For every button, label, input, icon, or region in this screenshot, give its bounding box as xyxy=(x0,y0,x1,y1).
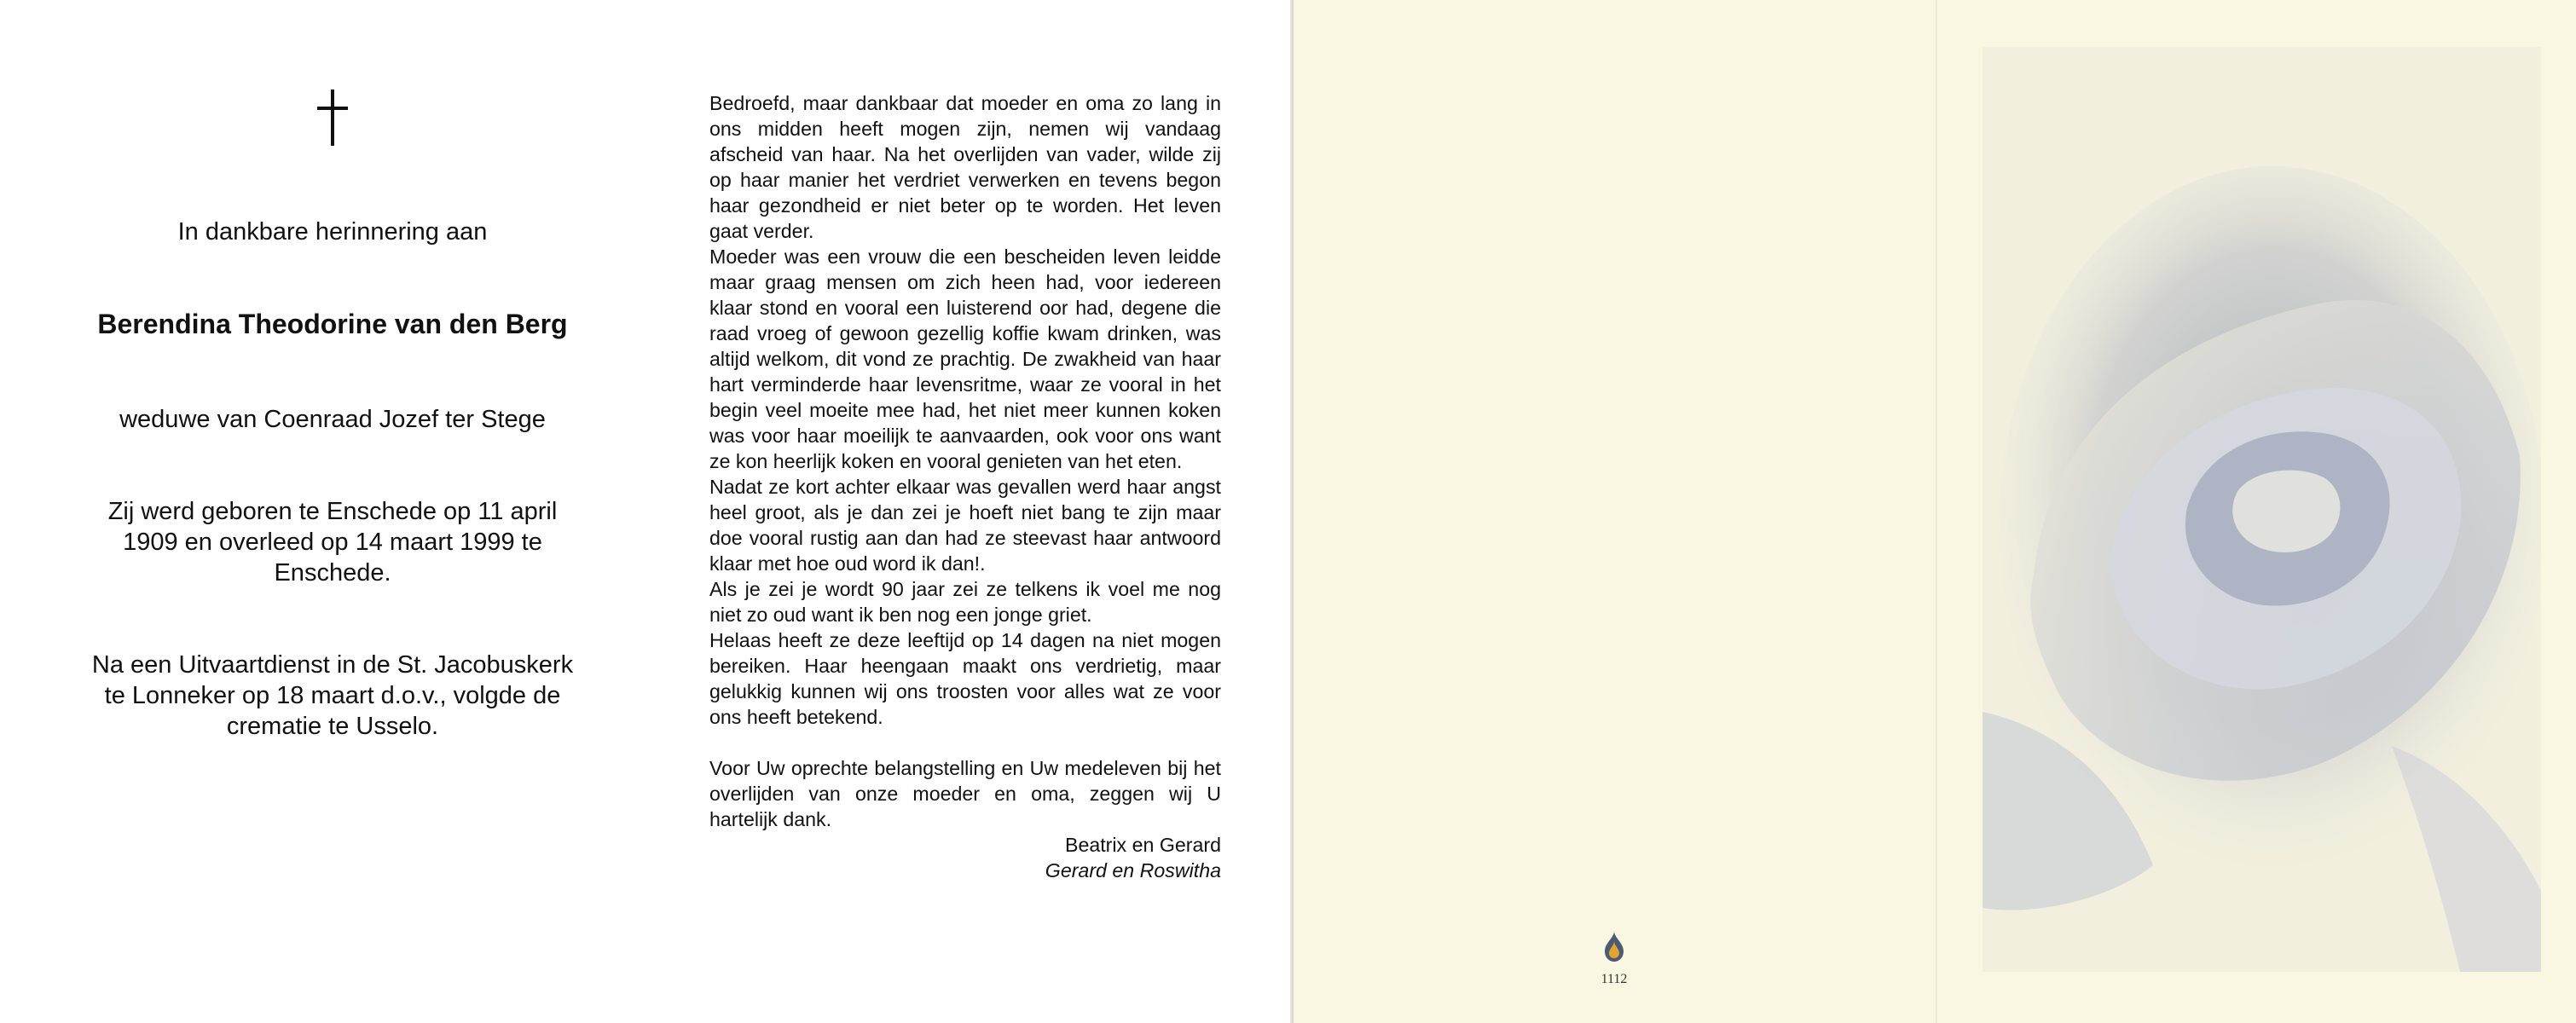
tribute-paragraph: Als je zei je wordt 90 jaar zei ze telkens ik voel me nog niet zo oud want ik ben nog een jonge griet. xyxy=(709,578,1221,626)
service-line: te Lonneker op 18 maart d.o.v., volgde de xyxy=(104,682,561,709)
tribute-paragraph: Nadat ze kort achter elkaar was gevallen werd haar angst heel groot, als je dan zei je hoeft niet bang te zijn maar doe vooral rustig aan dan had ze steevast haar antwoord klaar met hoe oud word ik dan!. xyxy=(709,476,1221,575)
widow-of-text: weduwe van Coenraad Jozef ter Stege xyxy=(119,406,546,433)
birth-death-line: 1909 en overleed op 14 maart 1999 te xyxy=(123,529,542,556)
card-code: 1112 xyxy=(1601,972,1628,986)
birth-death-line: Enschede. xyxy=(274,559,391,587)
signature-line: Gerard en Roswitha xyxy=(1045,859,1221,881)
intro-text: In dankbare herinnering aan xyxy=(177,218,488,246)
birth-death-line: Zij werd geboren te Enschede op 11 april xyxy=(107,498,558,525)
tribute-paragraph: Bedroefd, maar dankbaar dat moeder en oma zo lang in ons midden heeft mogen zijn, nemen wij vandaag afscheid van haar. Na het overlijden van vader, wilde zij op haar manier het verdriet verwerken en tevens begon haar gezondheid er niet beter op te worden. Het leven gaat verder. xyxy=(709,92,1221,242)
deceased-name: Berendina Theodorine van den Berg xyxy=(97,309,568,339)
tribute-paragraph: Helaas heeft ze deze leeftijd op 14 dagen na niet mogen bereiken. Haar heengaan maakt ons verdrietig, maar gelukkig kunnen wij ons troosten voor alles wat ze voor ons heeft betekend. xyxy=(709,629,1221,728)
flame-drop-icon xyxy=(1603,929,1625,963)
signature-line: Beatrix en Gerard xyxy=(1064,834,1221,856)
card-fold xyxy=(1936,0,1937,1023)
thanks-paragraph: Voor Uw oprechte belangstelling en Uw medeleven bij het overlijden van onze moeder en oma, zeggen wij U hartelijk dank. xyxy=(709,757,1221,830)
tribute-paragraph: Moeder was een vrouw die een bescheiden leven leidde maar graag mensen om zich heen had, voor iedereen klaar stond en vooral een luisterend oor had, degene die raad vroeg of gewoon gezellig koffie kwam drinken, was altijd welkom, dit vond ze prachtig. De zwakheid van haar hart verminderde haar levensritme, waar ze vooral in het begin veel moeite mee had, het niet meer kunnen koken was voor haar moeilijk te aanvaarden, ook voor ons want ze kon heerlijk koken en vooral genieten van het eten. xyxy=(709,246,1221,472)
rose-illustration xyxy=(1983,47,2541,972)
tribute-panel xyxy=(709,90,1221,883)
service-line: Na een Uitvaartdienst in de St. Jacobuskerk xyxy=(91,651,574,679)
service-line: crematie te Usselo. xyxy=(226,713,439,740)
cross-icon xyxy=(307,90,358,149)
